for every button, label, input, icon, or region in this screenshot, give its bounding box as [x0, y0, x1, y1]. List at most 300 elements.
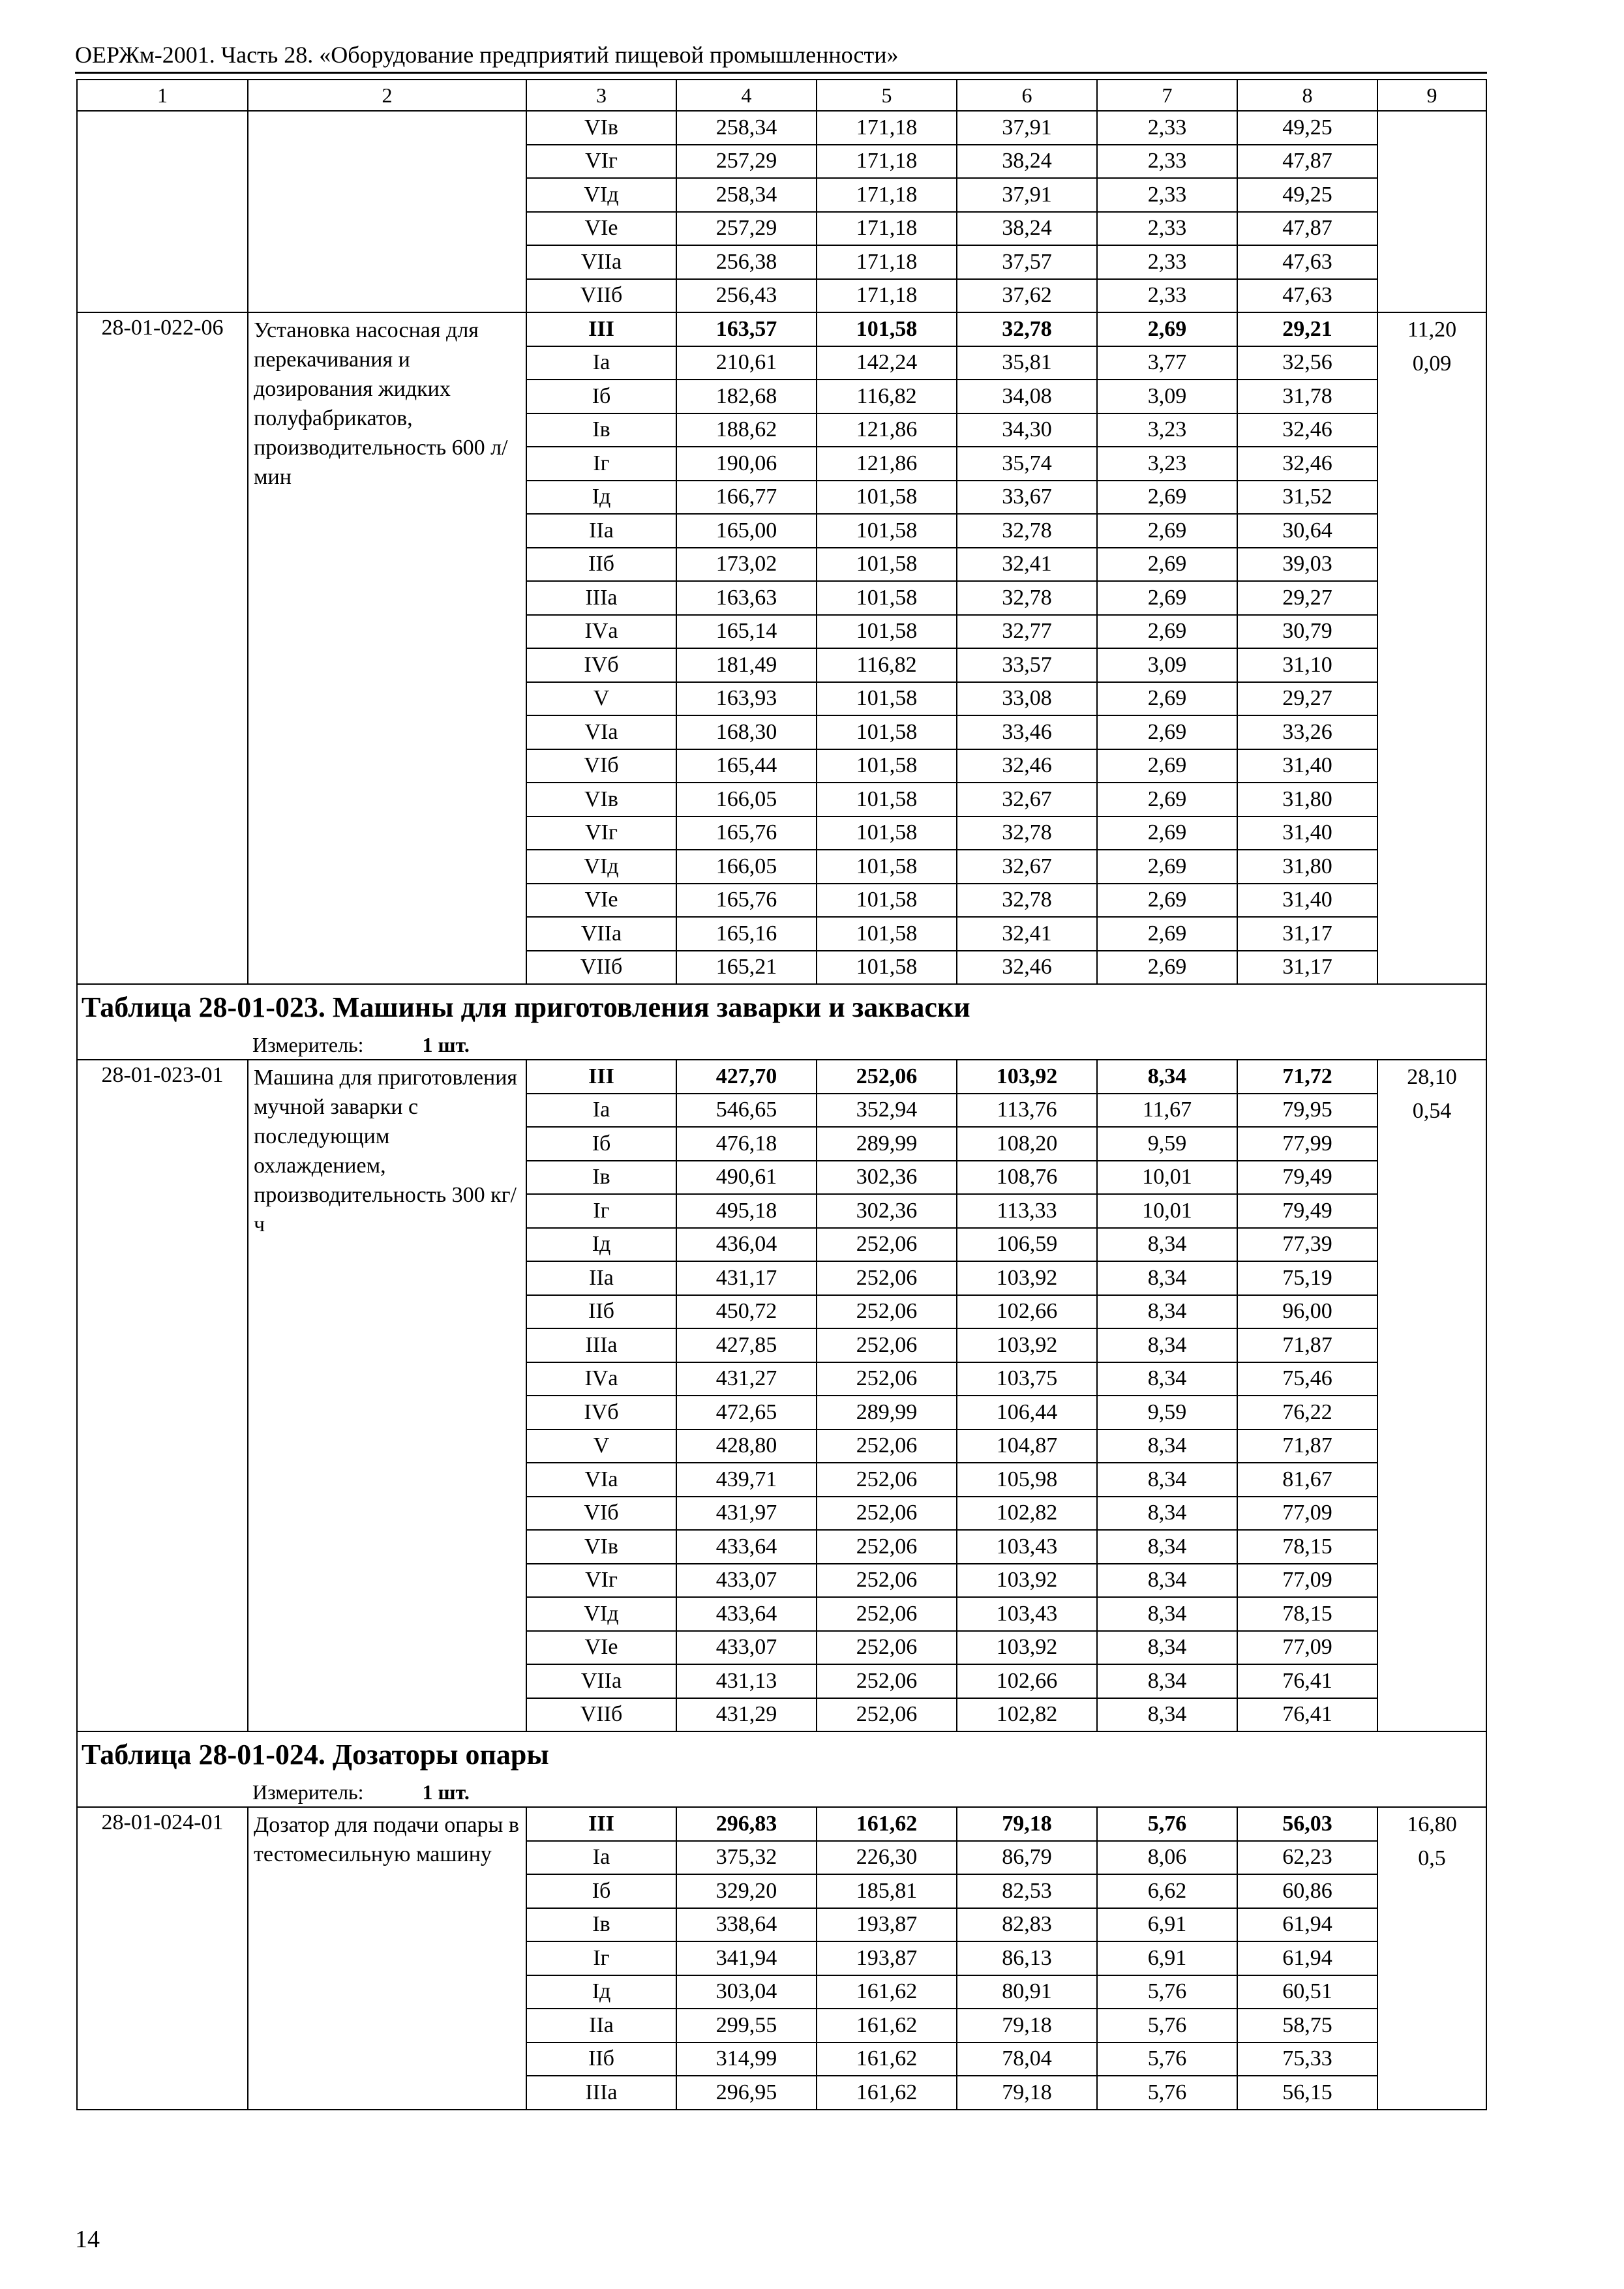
materials-cost-cell: 29,27 [1237, 682, 1377, 716]
machine-cost-cell: 32,46 [957, 951, 1097, 985]
labor-cost-cell: 193,87 [817, 1908, 957, 1942]
total-cost-cell: 166,05 [676, 783, 817, 816]
item-description: Дозатор для подачи опары в тестомесильную машину [248, 1807, 526, 2110]
materials-cost-cell: 47,63 [1237, 279, 1377, 313]
machine-cost-cell: 108,76 [957, 1161, 1097, 1195]
machine-cost-cell: 37,91 [957, 178, 1097, 212]
labor-cost-cell: 101,58 [817, 682, 957, 716]
item-extra-values [1377, 1807, 1486, 2110]
materials-cost-cell: 47,87 [1237, 145, 1377, 179]
meter-label: Измеритель: [252, 1033, 364, 1056]
machine-cost-cell: 32,67 [957, 783, 1097, 816]
materials-cost-cell: 75,33 [1237, 2042, 1377, 2076]
labor-cost-cell: 252,06 [817, 1497, 957, 1531]
materials-cost-cell: 71,87 [1237, 1429, 1377, 1463]
total-cost-cell: 433,07 [676, 1564, 817, 1598]
machinist-wage-cell: 6,62 [1097, 1874, 1237, 1908]
materials-cost-cell: 61,94 [1237, 1908, 1377, 1942]
labor-cost-cell: 185,81 [817, 1874, 957, 1908]
region-code-cell: VIд [526, 850, 676, 884]
machinist-wage-cell: 8,34 [1097, 1295, 1237, 1329]
region-code-cell: Iг [526, 1194, 676, 1228]
labor-cost-cell: 101,58 [817, 615, 957, 649]
total-cost-cell: 546,65 [676, 1094, 817, 1128]
total-cost-cell: 163,63 [676, 581, 817, 615]
region-code-cell: VIг [526, 816, 676, 850]
item-code: 28-01-024-01 [77, 1807, 248, 2110]
region-code-cell: VIIа [526, 917, 676, 951]
labor-cost-cell: 101,58 [817, 951, 957, 985]
total-cost-cell: 166,77 [676, 481, 817, 515]
machinist-wage-cell: 11,67 [1097, 1094, 1237, 1128]
labor-cost-cell: 101,58 [817, 481, 957, 515]
materials-cost-cell: 77,09 [1237, 1631, 1377, 1665]
total-cost-cell: 427,70 [676, 1060, 817, 1094]
machine-cost-cell: 82,53 [957, 1874, 1097, 1908]
machine-cost-cell: 33,57 [957, 648, 1097, 682]
item-code: 28-01-022-06 [77, 312, 248, 984]
labor-cost-cell: 101,58 [817, 715, 957, 749]
labor-cost-cell: 252,06 [817, 1664, 957, 1698]
total-cost-cell: 341,94 [676, 1941, 817, 1975]
machinist-wage-cell: 2,69 [1097, 514, 1237, 548]
column-number-row [77, 80, 1486, 111]
labor-cost-cell: 101,58 [817, 749, 957, 783]
region-code-cell: VIе [526, 884, 676, 918]
machinist-wage-cell: 2,33 [1097, 279, 1237, 313]
materials-cost-cell: 77,99 [1237, 1127, 1377, 1161]
machine-cost-cell: 82,83 [957, 1908, 1097, 1942]
region-code-cell: IIа [526, 2009, 676, 2042]
header-rule [75, 72, 1487, 74]
extra-cell [1377, 111, 1486, 312]
machine-cost-cell: 32,67 [957, 850, 1097, 884]
region-code-cell: VIв [526, 1530, 676, 1564]
materials-cost-cell: 75,19 [1237, 1261, 1377, 1295]
labor-cost-cell: 101,58 [817, 850, 957, 884]
materials-cost-cell: 71,72 [1237, 1060, 1377, 1094]
machine-cost-cell: 113,33 [957, 1194, 1097, 1228]
labor-cost-cell: 116,82 [817, 648, 957, 682]
machine-cost-cell: 35,81 [957, 346, 1097, 380]
machinist-wage-cell: 8,34 [1097, 1597, 1237, 1631]
materials-cost-cell: 71,87 [1237, 1328, 1377, 1362]
machinist-wage-cell: 8,34 [1097, 1497, 1237, 1531]
region-code-cell: VIб [526, 1497, 676, 1531]
total-cost-cell: 258,34 [676, 111, 817, 145]
total-cost-cell: 181,49 [676, 648, 817, 682]
labor-cost-cell: 161,62 [817, 1975, 957, 2009]
total-cost-cell: 450,72 [676, 1295, 817, 1329]
materials-cost-cell: 76,41 [1237, 1664, 1377, 1698]
region-code-cell: VIг [526, 145, 676, 179]
machinist-wage-cell: 3,09 [1097, 380, 1237, 413]
labor-cost-cell: 101,58 [817, 884, 957, 918]
table-row [77, 1060, 1486, 1094]
column-number: 9 [1377, 80, 1486, 111]
section-title: Таблица 28-01-024. Дозаторы опары [77, 1731, 1486, 1778]
machine-cost-cell: 103,92 [957, 1261, 1097, 1295]
section-title: Таблица 28-01-023. Машины для приготовления заварки и закваски [77, 984, 1486, 1030]
machine-cost-cell: 79,18 [957, 1807, 1097, 1841]
region-code-cell: Iа [526, 1841, 676, 1875]
machinist-wage-cell: 8,34 [1097, 1261, 1237, 1295]
region-code-cell: IVа [526, 615, 676, 649]
machinist-wage-cell: 8,34 [1097, 1631, 1237, 1665]
total-cost-cell: 427,85 [676, 1328, 817, 1362]
materials-cost-cell: 29,21 [1237, 312, 1377, 346]
materials-cost-cell: 61,94 [1237, 1941, 1377, 1975]
materials-cost-cell: 47,87 [1237, 212, 1377, 246]
total-cost-cell: 165,44 [676, 749, 817, 783]
machine-cost-cell: 38,24 [957, 145, 1097, 179]
extra-value-1: 28,10 [1407, 1065, 1457, 1089]
labor-cost-cell: 252,06 [817, 1530, 957, 1564]
materials-cost-cell: 31,17 [1237, 917, 1377, 951]
machinist-wage-cell: 8,34 [1097, 1362, 1237, 1396]
machinist-wage-cell: 8,34 [1097, 1664, 1237, 1698]
machine-cost-cell: 32,41 [957, 917, 1097, 951]
machinist-wage-cell: 5,76 [1097, 2042, 1237, 2076]
materials-cost-cell: 49,25 [1237, 111, 1377, 145]
machinist-wage-cell: 5,76 [1097, 1975, 1237, 2009]
machine-cost-cell: 37,62 [957, 279, 1097, 313]
region-code-cell: IVб [526, 1396, 676, 1429]
region-code-cell: Iв [526, 413, 676, 447]
machinist-wage-cell: 8,34 [1097, 1228, 1237, 1262]
total-cost-cell: 258,34 [676, 178, 817, 212]
machine-cost-cell: 106,59 [957, 1228, 1097, 1262]
item-extra-values [1377, 1060, 1486, 1731]
materials-cost-cell: 58,75 [1237, 2009, 1377, 2042]
materials-cost-cell: 77,39 [1237, 1228, 1377, 1262]
machinist-wage-cell: 10,01 [1097, 1161, 1237, 1195]
column-number: 5 [817, 80, 957, 111]
labor-cost-cell: 289,99 [817, 1396, 957, 1429]
labor-cost-cell: 252,06 [817, 1631, 957, 1665]
materials-cost-cell: 33,26 [1237, 715, 1377, 749]
machinist-wage-cell: 2,69 [1097, 951, 1237, 985]
total-cost-cell: 472,65 [676, 1396, 817, 1429]
region-code-cell: Iд [526, 1228, 676, 1262]
total-cost-cell: 428,80 [676, 1429, 817, 1463]
total-cost-cell: 495,18 [676, 1194, 817, 1228]
materials-cost-cell: 31,40 [1237, 749, 1377, 783]
labor-cost-cell: 252,06 [817, 1429, 957, 1463]
labor-cost-cell: 252,06 [817, 1261, 957, 1295]
materials-cost-cell: 31,80 [1237, 850, 1377, 884]
machine-cost-cell: 102,66 [957, 1664, 1097, 1698]
meter-row [77, 1778, 1486, 1807]
total-cost-cell: 190,06 [676, 447, 817, 481]
materials-cost-cell: 32,46 [1237, 413, 1377, 447]
machinist-wage-cell: 2,33 [1097, 245, 1237, 279]
machinist-wage-cell: 2,69 [1097, 816, 1237, 850]
region-code-cell: VIа [526, 715, 676, 749]
region-code-cell: V [526, 1429, 676, 1463]
region-code-cell: VIб [526, 749, 676, 783]
machinist-wage-cell: 6,91 [1097, 1941, 1237, 1975]
materials-cost-cell: 60,86 [1237, 1874, 1377, 1908]
region-code-cell: IIб [526, 1295, 676, 1329]
labor-cost-cell: 171,18 [817, 178, 957, 212]
total-cost-cell: 436,04 [676, 1228, 817, 1262]
price-table [76, 79, 1487, 2110]
machinist-wage-cell: 2,69 [1097, 481, 1237, 515]
total-cost-cell: 431,17 [676, 1261, 817, 1295]
machinist-wage-cell: 8,34 [1097, 1463, 1237, 1497]
region-code-cell: VIIб [526, 951, 676, 985]
machine-cost-cell: 37,57 [957, 245, 1097, 279]
machine-cost-cell: 32,77 [957, 615, 1097, 649]
materials-cost-cell: 79,95 [1237, 1094, 1377, 1128]
table-row [77, 111, 1486, 145]
machinist-wage-cell: 2,69 [1097, 548, 1237, 582]
region-code-cell: Iд [526, 1975, 676, 2009]
region-code-cell: IIа [526, 514, 676, 548]
column-number: 1 [77, 80, 248, 111]
machinist-wage-cell: 2,69 [1097, 581, 1237, 615]
machine-cost-cell: 34,30 [957, 413, 1097, 447]
machinist-wage-cell: 9,59 [1097, 1396, 1237, 1429]
column-number: 6 [957, 80, 1097, 111]
region-code-cell: VIIа [526, 245, 676, 279]
labor-cost-cell: 121,86 [817, 413, 957, 447]
region-code-cell: Iг [526, 447, 676, 481]
machinist-wage-cell: 2,69 [1097, 615, 1237, 649]
machine-cost-cell: 113,76 [957, 1094, 1097, 1128]
column-number: 7 [1097, 80, 1237, 111]
region-code-cell: VIе [526, 1631, 676, 1665]
materials-cost-cell: 76,41 [1237, 1698, 1377, 1732]
total-cost-cell: 163,57 [676, 312, 817, 346]
total-cost-cell: 375,32 [676, 1841, 817, 1875]
labor-cost-cell: 302,36 [817, 1194, 957, 1228]
extra-value-2: 0,5 [1418, 1846, 1446, 1870]
machine-cost-cell: 33,67 [957, 481, 1097, 515]
meter-unit: 1 шт. [422, 1033, 470, 1056]
labor-cost-cell: 252,06 [817, 1463, 957, 1497]
region-code-cell: IIIа [526, 2076, 676, 2110]
materials-cost-cell: 77,09 [1237, 1564, 1377, 1598]
machinist-wage-cell: 6,91 [1097, 1908, 1237, 1942]
materials-cost-cell: 60,51 [1237, 1975, 1377, 2009]
total-cost-cell: 257,29 [676, 145, 817, 179]
machine-cost-cell: 38,24 [957, 212, 1097, 246]
total-cost-cell: 490,61 [676, 1161, 817, 1195]
region-code-cell: III [526, 1807, 676, 1841]
meter-label: Измеритель: [252, 1780, 364, 1804]
total-cost-cell: 256,38 [676, 245, 817, 279]
region-code-cell: VIIб [526, 1698, 676, 1732]
total-cost-cell: 299,55 [676, 2009, 817, 2042]
machinist-wage-cell: 2,33 [1097, 212, 1237, 246]
region-code-cell: Iб [526, 1127, 676, 1161]
region-code-cell: IIIа [526, 1328, 676, 1362]
labor-cost-cell: 161,62 [817, 2042, 957, 2076]
region-code-cell: Iв [526, 1161, 676, 1195]
region-code-cell: IIа [526, 1261, 676, 1295]
machinist-wage-cell: 8,06 [1097, 1841, 1237, 1875]
total-cost-cell: 173,02 [676, 548, 817, 582]
machine-cost-cell: 80,91 [957, 1975, 1097, 2009]
region-code-cell: VIIб [526, 279, 676, 313]
machine-cost-cell: 32,46 [957, 749, 1097, 783]
materials-cost-cell: 31,40 [1237, 884, 1377, 918]
materials-cost-cell: 81,67 [1237, 1463, 1377, 1497]
materials-cost-cell: 77,09 [1237, 1497, 1377, 1531]
region-code-cell: VIе [526, 212, 676, 246]
labor-cost-cell: 121,86 [817, 447, 957, 481]
region-code-cell: VIIа [526, 1664, 676, 1698]
machine-cost-cell: 79,18 [957, 2009, 1097, 2042]
total-cost-cell: 439,71 [676, 1463, 817, 1497]
machine-cost-cell: 86,13 [957, 1941, 1097, 1975]
materials-cost-cell: 79,49 [1237, 1194, 1377, 1228]
machine-cost-cell: 102,82 [957, 1497, 1097, 1531]
total-cost-cell: 256,43 [676, 279, 817, 313]
item-description: Машина для приготовления мучной заварки с последующим охлаждением, производительность 300 кг/ч [248, 1060, 526, 1731]
labor-cost-cell: 161,62 [817, 2009, 957, 2042]
machine-cost-cell: 103,75 [957, 1362, 1097, 1396]
total-cost-cell: 314,99 [676, 2042, 817, 2076]
table-row [77, 312, 1486, 346]
materials-cost-cell: 32,56 [1237, 346, 1377, 380]
machine-cost-cell: 32,78 [957, 581, 1097, 615]
materials-cost-cell: 31,78 [1237, 380, 1377, 413]
machinist-wage-cell: 2,69 [1097, 312, 1237, 346]
total-cost-cell: 257,29 [676, 212, 817, 246]
machine-cost-cell: 103,43 [957, 1597, 1097, 1631]
item-code: 28-01-023-01 [77, 1060, 248, 1731]
machine-cost-cell: 32,41 [957, 548, 1097, 582]
total-cost-cell: 476,18 [676, 1127, 817, 1161]
machine-cost-cell: 86,79 [957, 1841, 1097, 1875]
section-title-row [77, 984, 1486, 1030]
materials-cost-cell: 96,00 [1237, 1295, 1377, 1329]
labor-cost-cell: 252,06 [817, 1228, 957, 1262]
labor-cost-cell: 161,62 [817, 2076, 957, 2110]
labor-cost-cell: 142,24 [817, 346, 957, 380]
region-code-cell: Iа [526, 1094, 676, 1128]
total-cost-cell: 168,30 [676, 715, 817, 749]
code-cell [77, 111, 248, 312]
total-cost-cell: 165,14 [676, 615, 817, 649]
region-code-cell: VIг [526, 1564, 676, 1598]
labor-cost-cell: 171,18 [817, 145, 957, 179]
region-code-cell: Iв [526, 1908, 676, 1942]
region-code-cell: IIб [526, 548, 676, 582]
column-number: 4 [676, 80, 817, 111]
machinist-wage-cell: 2,69 [1097, 749, 1237, 783]
item-extra-values [1377, 312, 1486, 984]
materials-cost-cell: 31,52 [1237, 481, 1377, 515]
labor-cost-cell: 226,30 [817, 1841, 957, 1875]
labor-cost-cell: 302,36 [817, 1161, 957, 1195]
machine-cost-cell: 103,92 [957, 1564, 1097, 1598]
machine-cost-cell: 103,43 [957, 1530, 1097, 1564]
labor-cost-cell: 101,58 [817, 514, 957, 548]
total-cost-cell: 431,97 [676, 1497, 817, 1531]
machinist-wage-cell: 2,33 [1097, 111, 1237, 145]
extra-value-1: 16,80 [1407, 1812, 1457, 1836]
region-code-cell: V [526, 682, 676, 716]
materials-cost-cell: 56,15 [1237, 2076, 1377, 2110]
labor-cost-cell: 101,58 [817, 783, 957, 816]
labor-cost-cell: 252,06 [817, 1060, 957, 1094]
total-cost-cell: 165,21 [676, 951, 817, 985]
materials-cost-cell: 49,25 [1237, 178, 1377, 212]
machine-cost-cell: 104,87 [957, 1429, 1097, 1463]
total-cost-cell: 188,62 [676, 413, 817, 447]
machine-cost-cell: 32,78 [957, 816, 1097, 850]
labor-cost-cell: 252,06 [817, 1698, 957, 1732]
labor-cost-cell: 101,58 [817, 581, 957, 615]
machinist-wage-cell: 2,33 [1097, 145, 1237, 179]
region-code-cell: VIв [526, 783, 676, 816]
region-code-cell: VIд [526, 178, 676, 212]
total-cost-cell: 431,13 [676, 1664, 817, 1698]
region-code-cell: VIв [526, 111, 676, 145]
materials-cost-cell: 31,40 [1237, 816, 1377, 850]
labor-cost-cell: 252,06 [817, 1328, 957, 1362]
meter-unit: 1 шт. [422, 1780, 470, 1804]
machine-cost-cell: 32,78 [957, 514, 1097, 548]
total-cost-cell: 329,20 [676, 1874, 817, 1908]
total-cost-cell: 431,27 [676, 1362, 817, 1396]
extra-value-2: 0,09 [1412, 352, 1452, 376]
machinist-wage-cell: 10,01 [1097, 1194, 1237, 1228]
machine-cost-cell: 34,08 [957, 380, 1097, 413]
region-code-cell: VIд [526, 1597, 676, 1631]
total-cost-cell: 338,64 [676, 1908, 817, 1942]
meter-cell [77, 1778, 1486, 1807]
machinist-wage-cell: 3,09 [1097, 648, 1237, 682]
item-description: Установка насосная для перекачивания и дозирования жидких полуфабрикатов, производительность 600 л/мин [248, 312, 526, 984]
materials-cost-cell: 78,15 [1237, 1597, 1377, 1631]
labor-cost-cell: 252,06 [817, 1362, 957, 1396]
labor-cost-cell: 289,99 [817, 1127, 957, 1161]
machinist-wage-cell: 2,69 [1097, 917, 1237, 951]
region-code-cell: IIIа [526, 581, 676, 615]
page-number: 14 [75, 2226, 100, 2253]
materials-cost-cell: 31,17 [1237, 951, 1377, 985]
machine-cost-cell: 32,78 [957, 312, 1097, 346]
machine-cost-cell: 103,92 [957, 1060, 1097, 1094]
region-code-cell: Iб [526, 1874, 676, 1908]
machine-cost-cell: 108,20 [957, 1127, 1097, 1161]
machine-cost-cell: 37,91 [957, 111, 1097, 145]
total-cost-cell: 303,04 [676, 1975, 817, 2009]
machinist-wage-cell: 3,23 [1097, 447, 1237, 481]
total-cost-cell: 165,00 [676, 514, 817, 548]
materials-cost-cell: 39,03 [1237, 548, 1377, 582]
labor-cost-cell: 252,06 [817, 1564, 957, 1598]
labor-cost-cell: 101,58 [817, 917, 957, 951]
total-cost-cell: 433,64 [676, 1597, 817, 1631]
machinist-wage-cell: 3,23 [1097, 413, 1237, 447]
total-cost-cell: 210,61 [676, 346, 817, 380]
region-code-cell: Iг [526, 1941, 676, 1975]
total-cost-cell: 165,76 [676, 884, 817, 918]
labor-cost-cell: 171,18 [817, 212, 957, 246]
total-cost-cell: 433,64 [676, 1530, 817, 1564]
machinist-wage-cell: 2,69 [1097, 682, 1237, 716]
materials-cost-cell: 31,80 [1237, 783, 1377, 816]
materials-cost-cell: 76,22 [1237, 1396, 1377, 1429]
table-row [77, 1807, 1486, 1841]
labor-cost-cell: 171,18 [817, 279, 957, 313]
